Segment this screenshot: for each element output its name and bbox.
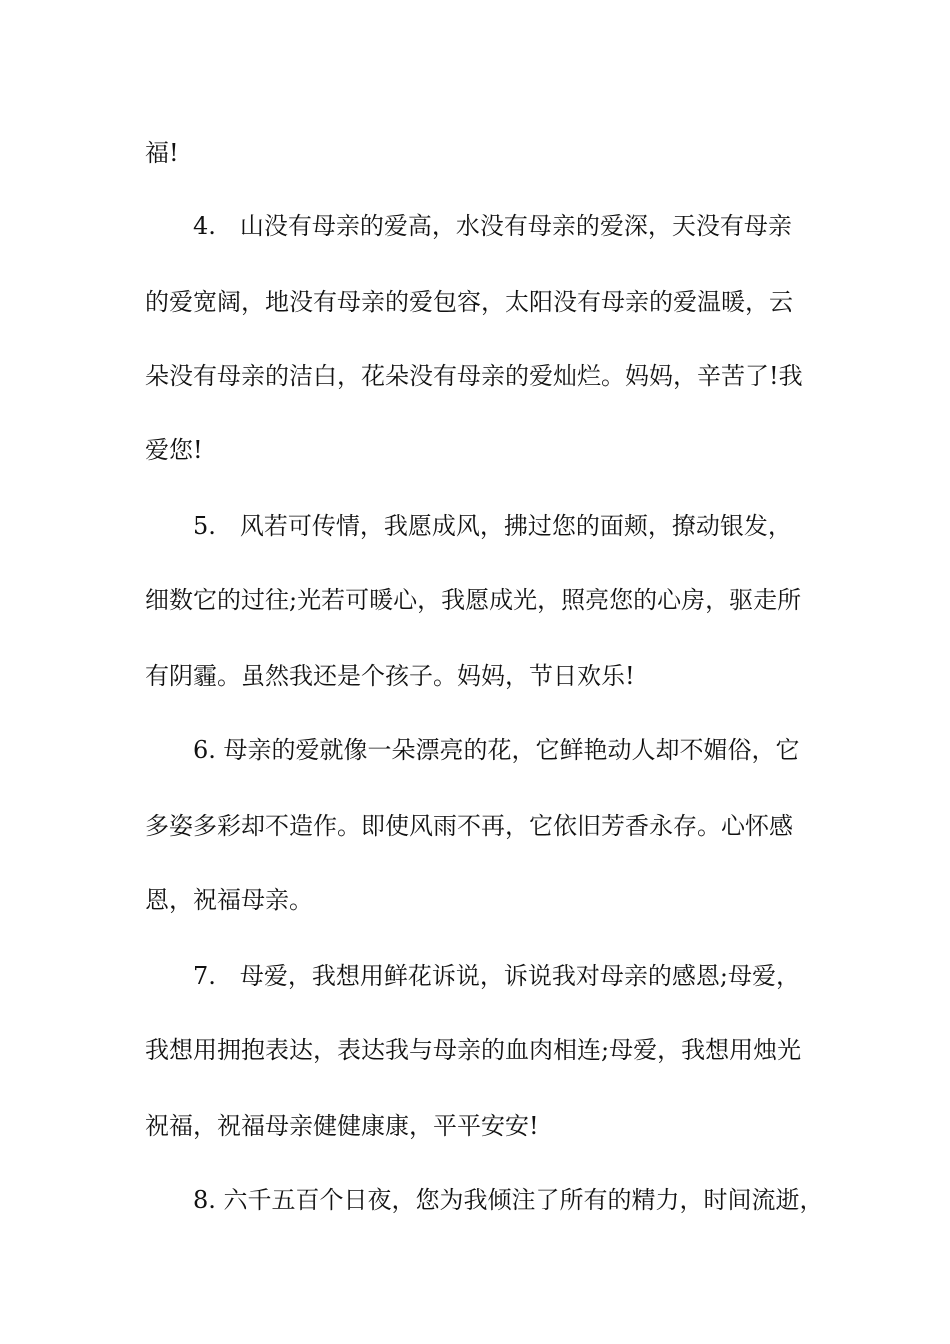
text-line: 有阴霾。虽然我还是个孩子。妈妈，节日欢乐!: [145, 662, 635, 690]
item-5-first-line: 5. 风若可传情，我愿成风，拂过您的面颊，撩动银发，: [193, 512, 792, 540]
text-line: 多姿多彩却不造作。即使风雨不再，它依旧芳香永存。心怀感: [145, 812, 793, 840]
item-8-first-line: 8. 六千五百个日夜，您为我倾注了所有的精力，时间流逝，: [193, 1186, 824, 1214]
text-line: 的爱宽阔，地没有母亲的爱包容，太阳没有母亲的爱温暖，云: [145, 288, 793, 316]
text-line: 恩，祝福母亲。: [145, 886, 313, 914]
text-line: 祝福，祝福母亲健健康康，平平安安!: [145, 1112, 539, 1140]
text-line: 我想用拥抱表达，表达我与母亲的血肉相连;母爱，我想用烛光: [145, 1036, 802, 1064]
text-line: 细数它的过往;光若可暖心，我愿成光，照亮您的心房，驱走所: [145, 586, 802, 614]
item-6-first-line: 6. 母亲的爱就像一朵漂亮的花，它鲜艳动人却不媚俗，它: [193, 736, 800, 764]
text-line: 福!: [145, 139, 179, 167]
text-line: 朵没有母亲的洁白，花朵没有母亲的爱灿烂。妈妈，辛苦了!我: [145, 362, 803, 390]
text-line: 爱您!: [145, 436, 203, 464]
item-7-first-line: 7. 母爱，我想用鲜花诉说，诉说我对母亲的感恩;母爱，: [193, 962, 800, 990]
item-4-first-line: 4. 山没有母亲的爱高，水没有母亲的爱深，天没有母亲: [193, 212, 792, 240]
